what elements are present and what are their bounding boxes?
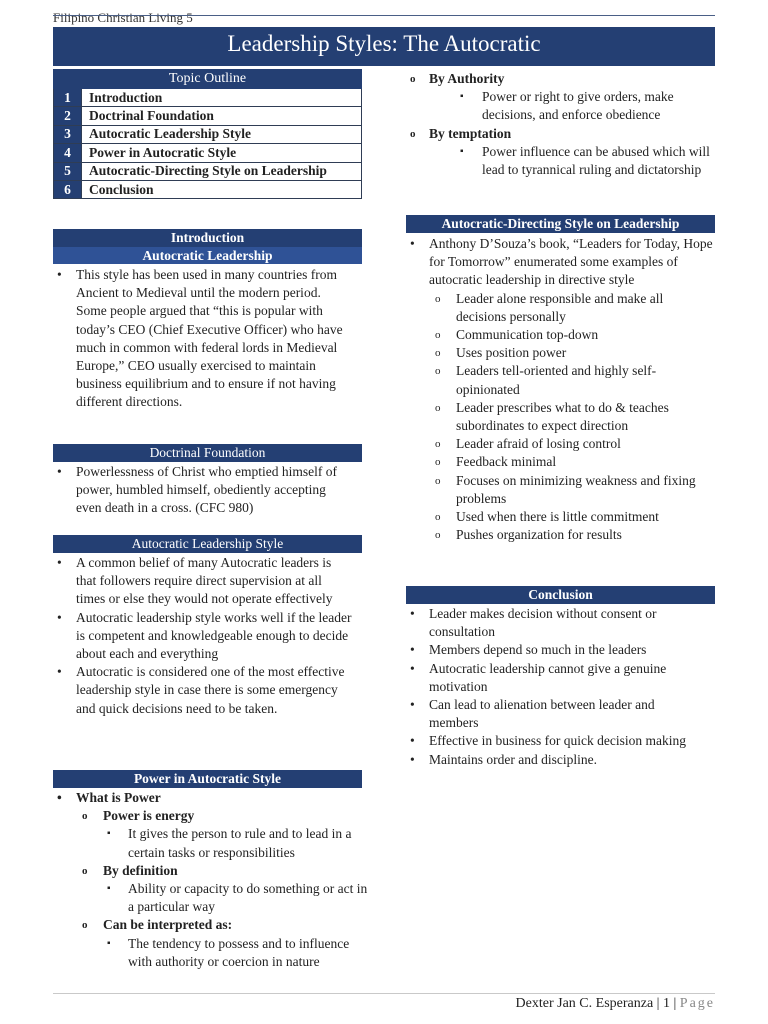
circle-bullet-icon: o xyxy=(435,456,441,469)
bullet-icon: • xyxy=(57,664,62,680)
circle-bullet-icon: o xyxy=(435,401,441,414)
conclusion-item-text: Members depend so much in the leaders xyxy=(429,642,647,658)
outline-number: 3 xyxy=(54,125,82,143)
introduction-text: This style has been used in many countries from Ancient to Medieval until the modern period. Some people argued that “this is popular with today’s CEO (Chief Executive Officer) who have much in common with federal lords in Medieval Europe,” CEO usually exercised to maintain business equilibrium and to ensure if not having different directions. xyxy=(76,267,343,410)
list-item xyxy=(406,660,706,696)
list-item xyxy=(406,605,706,641)
list-item xyxy=(406,435,715,453)
list-item xyxy=(406,732,706,750)
circle-bullet-icon: o xyxy=(410,73,416,85)
circle-bullet-icon: o xyxy=(435,365,441,378)
style-item-text: A common belief of many Autocratic leaders is that followers require direct supervision at all times or else they would not operate effectively xyxy=(76,555,333,607)
outline-row xyxy=(54,180,362,198)
list-item xyxy=(406,344,715,362)
conclusion-item-text: Effective in business for quick decision making xyxy=(429,733,686,749)
autocratic-leadership-style-heading: Autocratic Leadership Style xyxy=(53,535,362,553)
footer-separator: | xyxy=(656,996,660,1011)
list-item xyxy=(406,88,718,124)
directing-item-text: Focuses on minimizing weakness and fixing problems xyxy=(456,472,696,506)
list-item xyxy=(53,807,368,825)
circle-bullet-icon: o xyxy=(435,474,441,487)
bullet-icon: • xyxy=(410,606,415,621)
author-name: Dexter Jan C. Esperanza xyxy=(515,996,654,1011)
power-section-right xyxy=(406,70,718,179)
list-item xyxy=(406,526,715,544)
bullet-icon: • xyxy=(410,697,415,713)
outline-row xyxy=(54,107,362,125)
autocratic-directing-heading: Autocratic-Directing Style on Leadership xyxy=(406,215,715,233)
list-item xyxy=(406,696,706,732)
directing-item-text: Communication top-down xyxy=(456,327,599,343)
list-item xyxy=(406,290,715,326)
footer-rule xyxy=(53,993,715,994)
circle-bullet-icon: o xyxy=(82,810,88,823)
list-item xyxy=(406,143,718,179)
course-header: Filipino Christian Living 5 xyxy=(53,10,193,25)
power-is-energy-label: Power is energy xyxy=(103,808,195,824)
outline-label: Power in Autocratic Style xyxy=(82,144,362,162)
circle-bullet-icon: o xyxy=(82,919,88,932)
list-item xyxy=(53,663,353,718)
outline-row xyxy=(54,125,362,143)
list-item xyxy=(406,472,715,508)
page-word: Page xyxy=(679,996,715,1011)
page-title: Leadership Styles: The Autocratic xyxy=(53,27,715,66)
bullet-icon: • xyxy=(410,660,415,676)
power-section-left xyxy=(53,789,368,971)
outline-row xyxy=(54,89,362,107)
outline-label: Doctrinal Foundation xyxy=(82,107,362,125)
page-footer xyxy=(516,996,715,1012)
list-item xyxy=(53,554,353,609)
autocratic-leadership-subheading: Autocratic Leadership xyxy=(53,247,362,264)
outline-number: 5 xyxy=(54,162,82,180)
page-number: 1 xyxy=(662,996,670,1011)
circle-bullet-icon: o xyxy=(435,529,441,542)
footer-separator: | xyxy=(673,996,677,1011)
list-item xyxy=(53,609,353,664)
style-item-text: Autocratic leadership style works well if the leader is competent and knowledgeable enough to decide about each and everything xyxy=(76,609,352,662)
interpreted-label: Can be interpreted as: xyxy=(103,917,233,933)
directing-item-text: Leaders tell-oriented and highly self-opinionated xyxy=(456,363,657,397)
outline-label: Autocratic Leadership Style xyxy=(82,125,362,143)
list-item xyxy=(406,125,718,143)
outline-row xyxy=(54,144,362,162)
square-bullet-icon: ▪ xyxy=(107,937,111,949)
conclusion-item-text: Autocratic leadership cannot give a genuine motivation xyxy=(429,660,667,694)
by-temptation-desc: Power influence can be abused which will lead to tyrannical ruling and dictatorship xyxy=(482,143,710,178)
list-item xyxy=(406,751,706,769)
doctrinal-text: Powerlessness of Christ who emptied himself of power, humbled himself, obediently accepting even death in a cross. (CFC 980) xyxy=(76,464,337,516)
circle-bullet-icon: o xyxy=(435,292,441,305)
header-rule xyxy=(53,15,715,16)
outline-number: 2 xyxy=(54,107,82,125)
by-temptation-label: By temptation xyxy=(429,125,512,141)
power-energy-desc: It gives the person to rule and to lead in a certain tasks or responsibilities xyxy=(128,826,352,860)
conclusion-heading: Conclusion xyxy=(406,586,715,604)
outline-label: Conclusion xyxy=(82,180,362,198)
by-authority-desc: Power or right to give orders, make decisions, and enforce obedience xyxy=(482,89,674,123)
conclusion-item-text: Can lead to alienation between leader and members xyxy=(429,697,655,731)
outline-number: 4 xyxy=(54,144,82,162)
doctrinal-foundation-section xyxy=(53,463,353,518)
circle-bullet-icon: o xyxy=(410,127,416,140)
circle-bullet-icon: o xyxy=(82,864,88,877)
square-bullet-icon: ▪ xyxy=(107,828,111,840)
outline-row xyxy=(54,162,362,180)
list-item xyxy=(53,935,368,971)
list-item xyxy=(406,235,715,290)
list-item xyxy=(406,641,706,659)
circle-bullet-icon: o xyxy=(435,347,441,360)
directing-item-text: Used when there is little commitment xyxy=(456,509,659,525)
directing-item-text: Leader prescribes what to do & teaches subordinates to expect direction xyxy=(456,399,669,434)
list-item xyxy=(53,463,353,518)
what-is-power-label: What is Power xyxy=(76,790,161,805)
bullet-icon: • xyxy=(410,751,415,767)
conclusion-section xyxy=(406,605,706,769)
outline-label: Introduction xyxy=(82,89,362,107)
directing-item-text: Pushes organization for results xyxy=(456,527,622,543)
list-item xyxy=(53,825,368,861)
square-bullet-icon: ▪ xyxy=(460,91,464,103)
list-item xyxy=(406,70,718,88)
doctrinal-foundation-heading: Doctrinal Foundation xyxy=(53,444,362,462)
outline-label: Autocratic-Directing Style on Leadership xyxy=(82,162,362,180)
circle-bullet-icon: o xyxy=(435,511,441,524)
outline-number: 6 xyxy=(54,180,82,198)
by-definition-label: By definition xyxy=(103,862,178,878)
list-item xyxy=(406,453,715,471)
directing-item-text: Leader alone responsible and make all decisions personally xyxy=(456,290,664,324)
bullet-icon: • xyxy=(410,733,415,749)
circle-bullet-icon: o xyxy=(435,438,441,451)
autocratic-directing-section xyxy=(406,235,715,544)
power-in-autocratic-style-heading: Power in Autocratic Style xyxy=(53,770,362,788)
style-item-text: Autocratic is considered one of the most effective leadership style in case there is some emergency and quick decisions need to be taken. xyxy=(76,664,345,716)
topic-outline-heading: Topic Outline xyxy=(54,70,362,89)
list-item xyxy=(406,399,715,435)
conclusion-item-text: Maintains order and discipline. xyxy=(429,751,597,767)
bullet-icon: • xyxy=(410,236,415,251)
directing-item-text: Leader afraid of losing control xyxy=(456,436,621,452)
list-item xyxy=(53,880,368,916)
conclusion-item-text: Leader makes decision without consent or consultation xyxy=(429,606,657,640)
list-item xyxy=(406,362,715,398)
introduction-heading: Introduction xyxy=(53,229,362,247)
by-definition-desc: Ability or capacity to do something or act in a particular way xyxy=(128,881,368,915)
bullet-icon: • xyxy=(410,642,415,658)
list-item xyxy=(53,789,368,807)
bullet-icon: • xyxy=(57,267,62,282)
square-bullet-icon: ▪ xyxy=(107,883,111,895)
bullet-icon: • xyxy=(57,464,62,479)
topic-outline-table xyxy=(53,69,362,199)
list-item xyxy=(53,916,368,934)
outline-number: 1 xyxy=(54,89,82,107)
interpreted-desc: The tendency to possess and to influence with authority or coercion in nature xyxy=(128,935,350,969)
list-item xyxy=(53,266,345,412)
list-item xyxy=(406,508,715,526)
directing-item-text: Feedback minimal xyxy=(456,454,557,470)
bullet-icon: • xyxy=(57,555,62,570)
by-authority-label: By Authority xyxy=(429,71,505,86)
list-item xyxy=(53,862,368,880)
list-item xyxy=(406,326,715,344)
introduction-section xyxy=(53,266,345,412)
directing-item-text: Uses position power xyxy=(456,345,567,361)
square-bullet-icon: ▪ xyxy=(460,145,464,157)
autocratic-leadership-style-section xyxy=(53,554,353,718)
circle-bullet-icon: o xyxy=(435,329,441,342)
bullet-icon: • xyxy=(57,790,62,805)
directing-intro-text: Anthony D’Souza’s book, “Leaders for Today, Hope for Tomorrow” enumerated some examples of autocratic leadership in directive style xyxy=(429,236,713,288)
bullet-icon: • xyxy=(57,609,62,625)
